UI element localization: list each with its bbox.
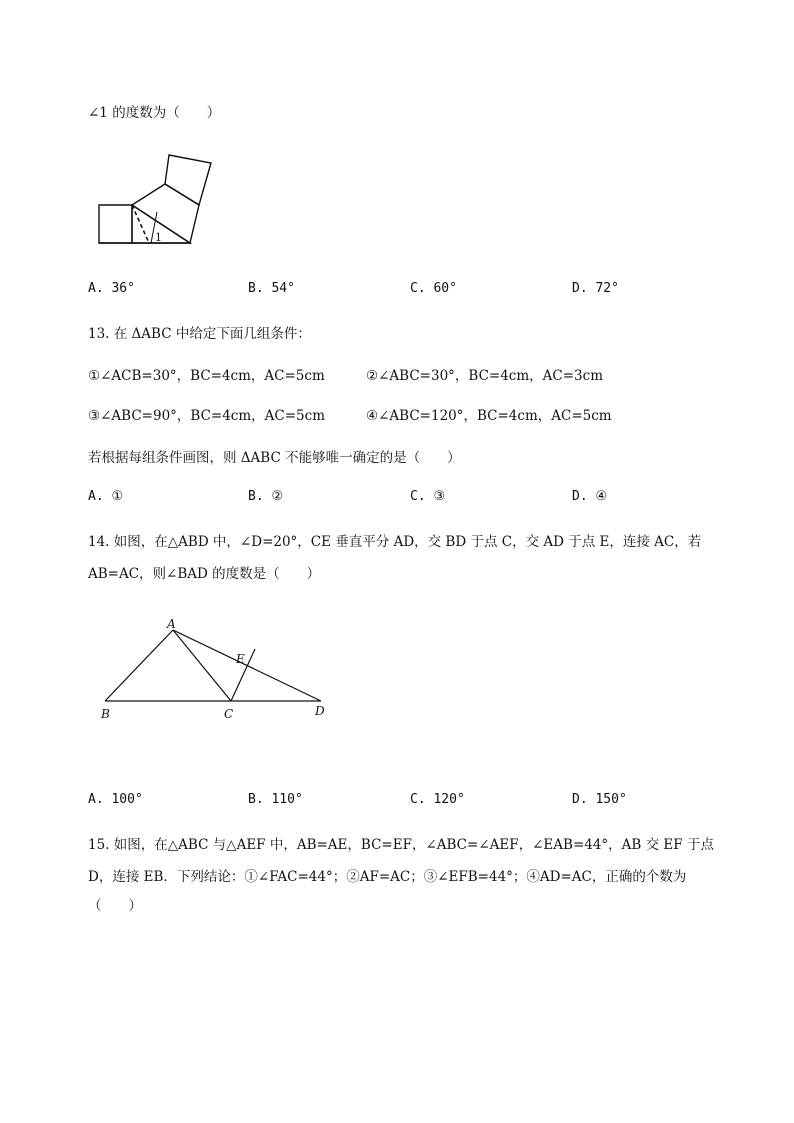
q13-option-c: C. ③ bbox=[410, 489, 446, 504]
label-c: C bbox=[224, 707, 234, 721]
q12-option-d: D. 72° bbox=[572, 281, 619, 296]
left-square bbox=[99, 205, 132, 243]
q13-option-d: D. ④ bbox=[572, 489, 608, 504]
label-e: E bbox=[236, 652, 245, 666]
q13-condition-1: ①∠ACB=30°，BC=4cm，AC=5cm bbox=[88, 368, 325, 384]
angle-1-label: 1 bbox=[155, 231, 162, 244]
q12-stem: ∠1 的度数为（ ） bbox=[88, 105, 221, 121]
q12-option-b: B. 54° bbox=[248, 281, 295, 296]
q14-line-2: AB=AC，则∠BAD 的度数是（ ） bbox=[88, 566, 321, 582]
q14-option-b: B. 110° bbox=[248, 792, 303, 807]
q13-question: 若根据每组条件画图，则 ΔABC 不能够唯一确定的是（ ） bbox=[88, 450, 461, 466]
q13-condition-4: ④∠ABC=120°，BC=4cm，AC=5cm bbox=[366, 408, 612, 424]
segment-ac bbox=[173, 630, 231, 701]
q13-condition-3: ③∠ABC=90°，BC=4cm，AC=5cm bbox=[88, 408, 326, 424]
label-a: A bbox=[167, 617, 176, 631]
q12-option-a: A. 36° bbox=[88, 281, 135, 296]
q15-line-1: 15. 如图，在△ABC 与△AEF 中，AB=AE，BC=EF，∠ABC=∠AEF，∠EAB=44°，AB 交 EF 于点 bbox=[88, 837, 714, 853]
q14-option-c: C. 120° bbox=[410, 792, 465, 807]
q14-option-a: A. 100° bbox=[88, 792, 143, 807]
q13-stem: 13. 在 ΔABC 中给定下面几组条件： bbox=[88, 326, 311, 342]
top-square bbox=[165, 155, 211, 205]
q13-option-b: B. ② bbox=[248, 489, 284, 504]
q14-option-d: D. 150° bbox=[572, 792, 627, 807]
q12-figure bbox=[95, 150, 235, 250]
q15-line-2: D，连接 EB．下列结论：①∠FAC=44°；②AF=AC；③∠EFB=44°；④AD=AC，正确的个数为 bbox=[88, 869, 687, 885]
segment-ab bbox=[105, 630, 173, 701]
q14-figure bbox=[95, 615, 335, 725]
q13-condition-2: ②∠ABC=30°，BC=4cm，AC=3cm bbox=[366, 368, 604, 384]
q15-line-3: （ ） bbox=[88, 898, 142, 914]
q12-option-c: C. 60° bbox=[410, 281, 457, 296]
q13-option-a: A. ① bbox=[88, 489, 124, 504]
label-d: D bbox=[315, 704, 325, 718]
q14-line-1: 14. 如图，在△ABD 中，∠D=20°，CE 垂直平分 AD，交 BD 于点 C，交 AD 于点 E，连接 AC，若 bbox=[88, 534, 702, 550]
upper-triangle bbox=[132, 184, 199, 243]
label-b: B bbox=[101, 707, 110, 721]
